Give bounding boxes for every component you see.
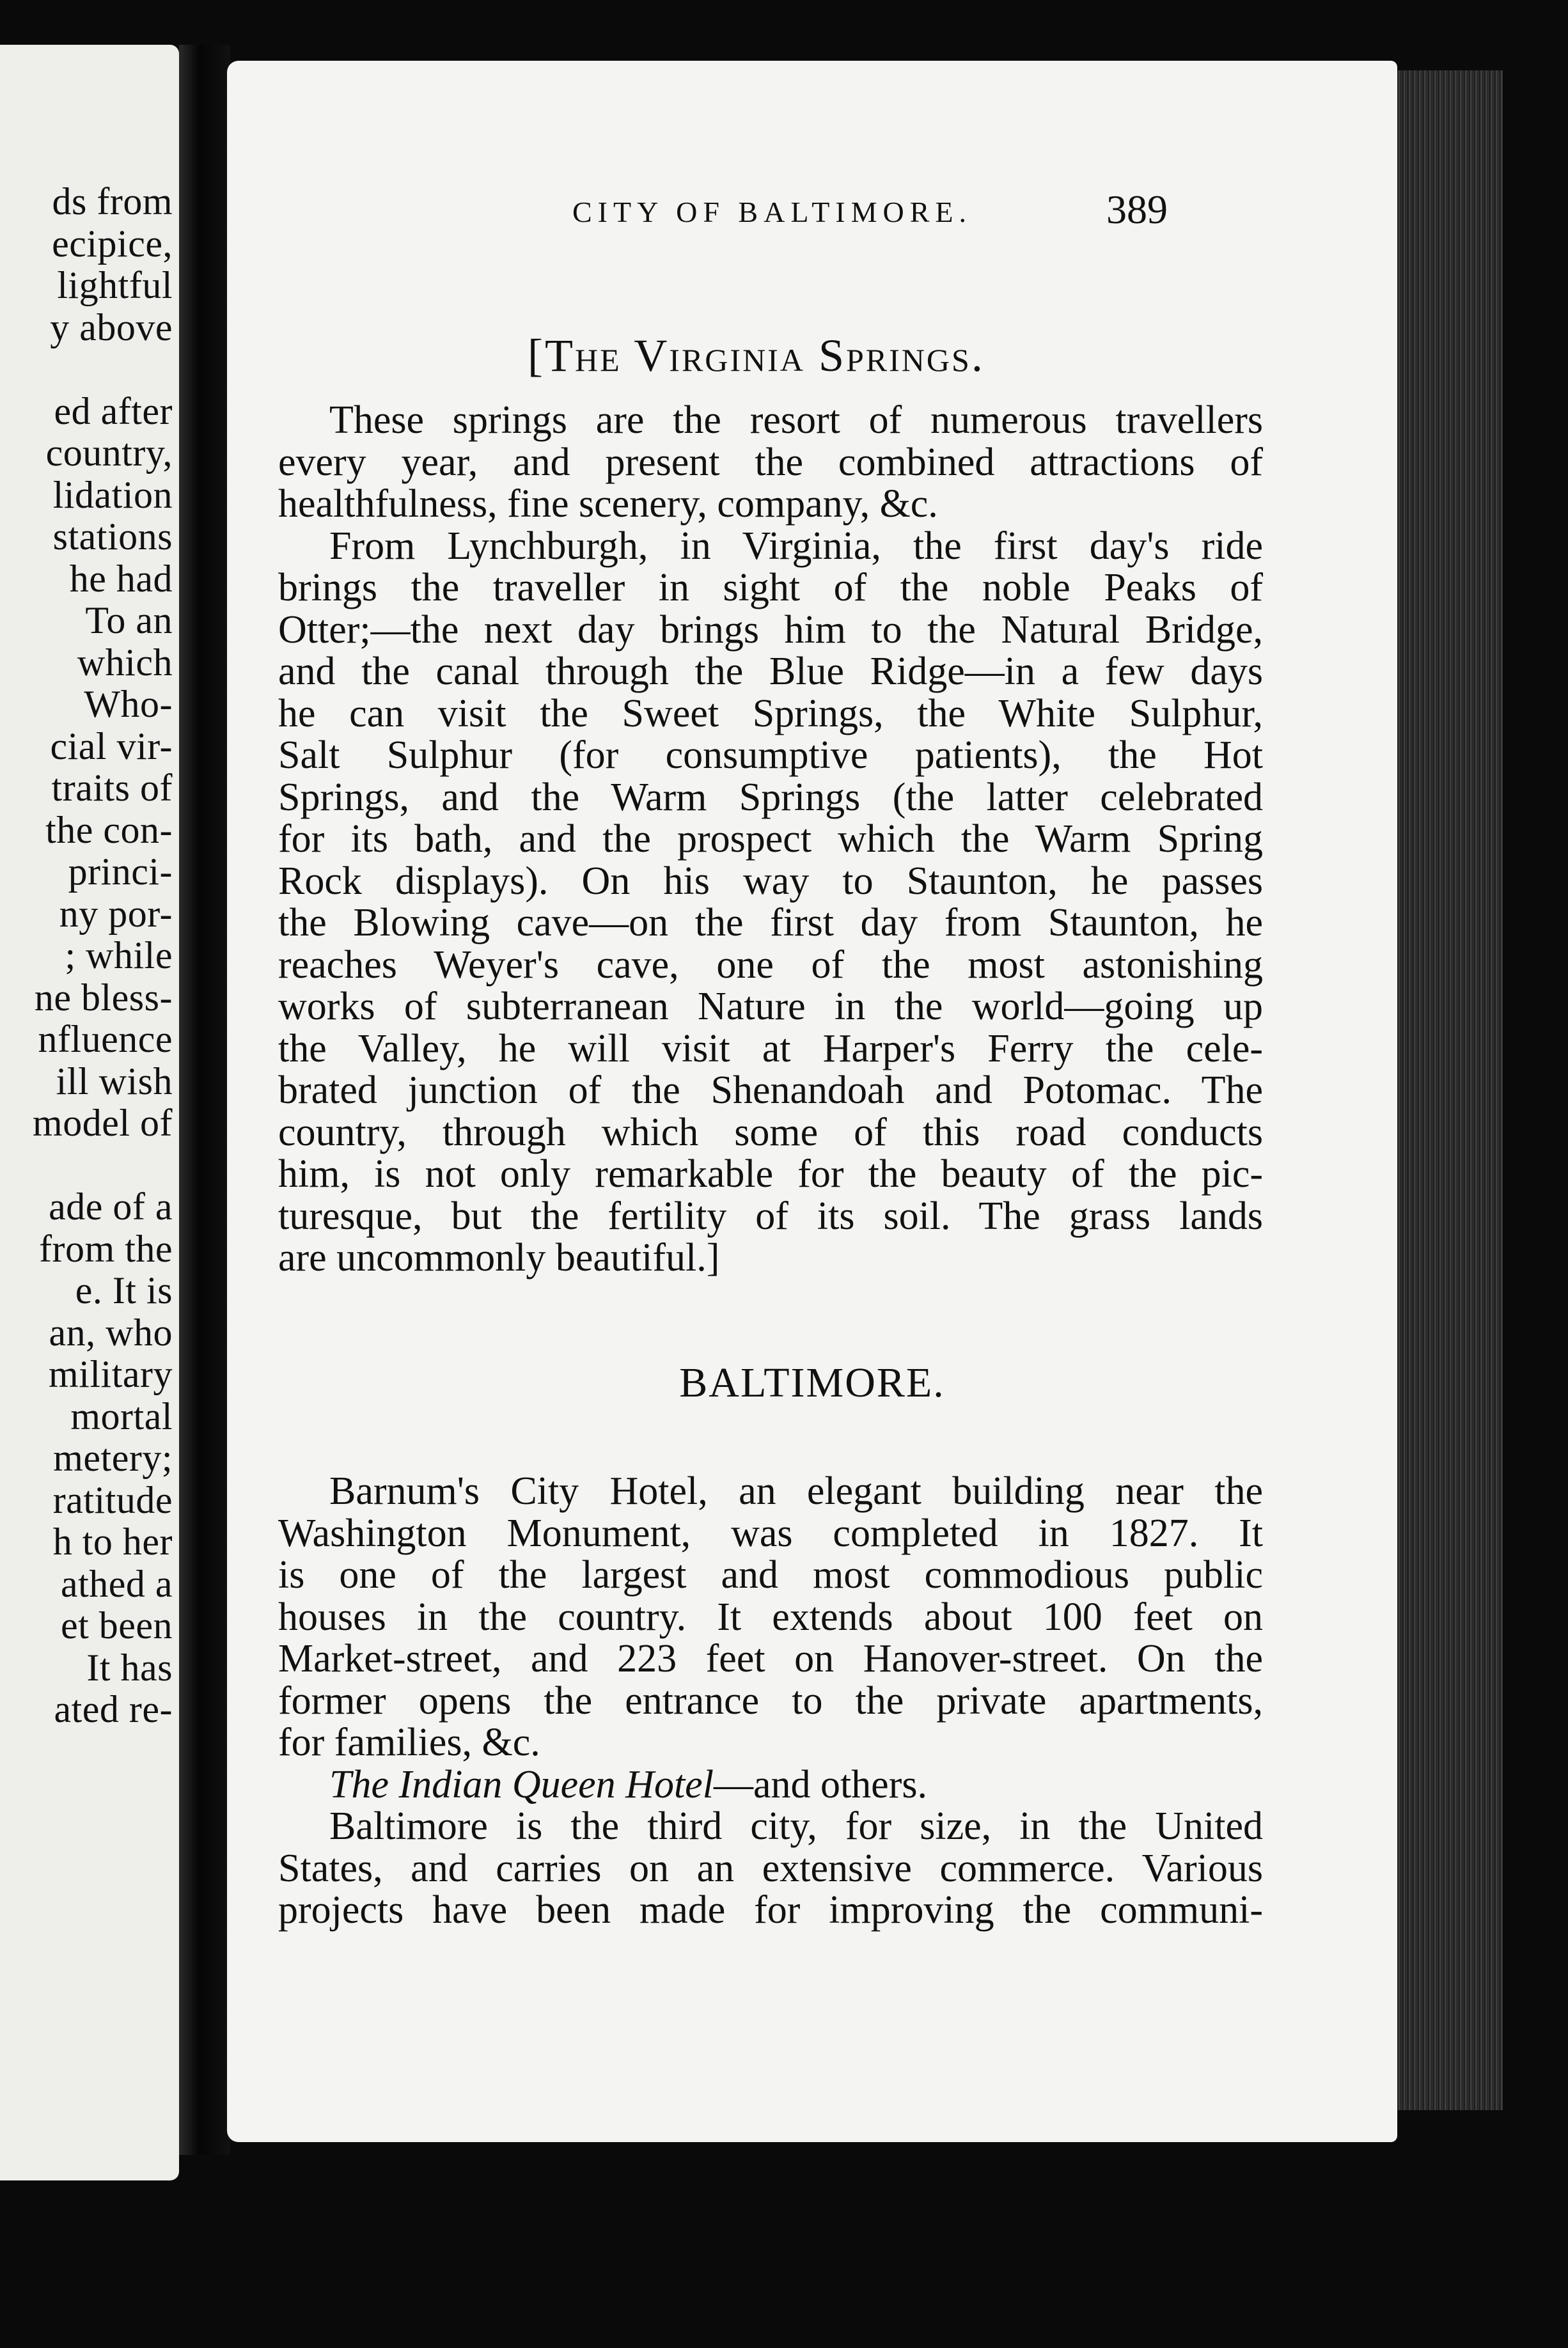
- left-page-line: ne bless-: [34, 976, 173, 1019]
- text-line: Salt Sulphur (for consumptive patients), the Hot: [278, 733, 1263, 777]
- left-page-line: ratitude: [52, 1478, 173, 1521]
- text-line: States, and carries on an extensive commerce. Various: [278, 1846, 1263, 1890]
- text-line: Market-street, and 223 feet on Hanover-street. On the: [278, 1637, 1263, 1680]
- left-page-line: an, who: [49, 1311, 173, 1354]
- text-line: country, through which some of this road conducts: [278, 1110, 1263, 1154]
- left-page-line: stations: [52, 515, 173, 558]
- indian-queen-italic: The Indian Queen Hotel: [329, 1762, 714, 1806]
- text-line: houses in the country. It extends about 100 feet on: [278, 1595, 1263, 1639]
- section-heading-baltimore: BALTIMORE.: [679, 1359, 945, 1406]
- left-page-line: ds from: [52, 180, 173, 223]
- left-page-line: ated re-: [54, 1688, 173, 1730]
- text-line: him, is not only remarkable for the beauty of the pic-: [278, 1152, 1263, 1196]
- left-page-line: h to her: [52, 1521, 173, 1563]
- text-line: These springs are the resort of numerous travellers: [329, 398, 1263, 442]
- text-line: reaches Weyer's cave, one of the most astonishing: [278, 943, 1263, 987]
- text-line: projects have been made for improving the communi-: [278, 1888, 1263, 1932]
- text-line: are uncommonly beautiful.]: [278, 1236, 720, 1280]
- left-page-line: To an: [85, 599, 173, 641]
- left-page-line: lidation: [52, 473, 173, 516]
- left-page-line: metery;: [53, 1437, 173, 1479]
- text-line: former opens the entrance to the private apartments,: [278, 1679, 1263, 1723]
- left-page-line: nfluence: [38, 1018, 173, 1060]
- heading-part-1: The Virginia: [544, 330, 805, 381]
- left-page-line: athed a: [60, 1562, 173, 1605]
- left-page-line: Who-: [84, 683, 173, 725]
- left-page-line: lightful: [57, 264, 173, 306]
- text-line: turesque, but the fertility of its soil. The grass lands: [278, 1194, 1263, 1238]
- text-line: is one of the largest and most commodious public: [278, 1553, 1263, 1597]
- text-line: every year, and present the combined attractions of: [278, 440, 1263, 484]
- left-page-line: mortal: [70, 1395, 173, 1437]
- text-line: works of subterranean Nature in the world—going up: [278, 985, 1263, 1028]
- left-page-line: he had: [69, 557, 173, 600]
- left-page-line: ny por-: [59, 892, 173, 935]
- text-line: he can visit the Sweet Springs, the White Sulphur,: [278, 691, 1263, 735]
- virginia-springs-text: [278, 400, 1263, 1280]
- left-page-line: ade of a: [49, 1186, 173, 1228]
- text-line: the Blowing cave—on the first day from Staunton, he: [278, 901, 1263, 944]
- left-page-line: military: [49, 1353, 173, 1395]
- page-edges: [1391, 70, 1503, 2110]
- text-line: brated junction of the Shenandoah and Potomac. The: [278, 1068, 1263, 1112]
- left-page-line: y above: [50, 306, 173, 348]
- right-page: [227, 61, 1397, 2142]
- left-page-line: traits of: [51, 767, 173, 809]
- running-title: CITY OF BALTIMORE.: [572, 196, 973, 228]
- left-page-line: the con-: [45, 808, 173, 851]
- baltimore-text: [278, 1471, 1263, 1932]
- indian-queen-rest: —and others.: [713, 1762, 927, 1806]
- running-head: [227, 187, 1397, 246]
- left-page-line: from the: [39, 1227, 173, 1270]
- left-page-line: ecipice,: [52, 222, 173, 265]
- section-heading-virginia-springs: [528, 329, 985, 382]
- page-number: 389: [1106, 187, 1168, 232]
- left-page-line: e. It is: [75, 1269, 173, 1311]
- text-line: Barnum's City Hotel, an elegant building near the: [329, 1469, 1263, 1513]
- text-line: for its bath, and the prospect which the Warm Spring: [278, 817, 1263, 861]
- heading-part-2: Springs.: [818, 330, 985, 381]
- left-page-line: ed after: [54, 389, 173, 432]
- text-line: From Lynchburgh, in Virginia, the first day's ride: [329, 524, 1263, 568]
- left-page-line: which: [77, 641, 173, 684]
- text-line: Springs, and the Warm Springs (the latter celebrated: [278, 775, 1263, 819]
- heading-bracket: [: [528, 330, 545, 381]
- text-line: brings the traveller in sight of the noble Peaks of: [278, 566, 1263, 609]
- text-line: Rock displays). On his way to Staunton, he passes: [278, 859, 1263, 903]
- left-page-line: country,: [45, 432, 173, 474]
- text-line: for families, &c.: [278, 1721, 540, 1764]
- text-line: Otter;—the next day brings him to the Natural Bridge,: [278, 607, 1263, 652]
- text-line: the Valley, he will visit at Harper's Ferry the cele-: [278, 1026, 1263, 1070]
- indian-queen-line: [278, 1764, 1263, 1806]
- text-line: healthfulness, fine scenery, company, &c.: [278, 482, 938, 526]
- book-gutter: [179, 45, 230, 2155]
- left-page-fragment: [0, 45, 179, 2180]
- left-page-line: It has: [86, 1646, 173, 1689]
- left-page-line: model of: [33, 1102, 173, 1144]
- left-page-line: et been: [60, 1604, 173, 1647]
- text-line: Washington Monument, was completed in 1827. It: [278, 1511, 1263, 1555]
- left-page-line: ; while: [65, 934, 173, 976]
- left-page-line: ill wish: [56, 1060, 173, 1102]
- left-page-line: princi-: [68, 850, 173, 893]
- text-line: and the canal through the Blue Ridge—in a few days: [278, 650, 1263, 693]
- text-line: Baltimore is the third city, for size, in the United: [329, 1804, 1263, 1848]
- left-page-line: cial vir-: [50, 724, 173, 767]
